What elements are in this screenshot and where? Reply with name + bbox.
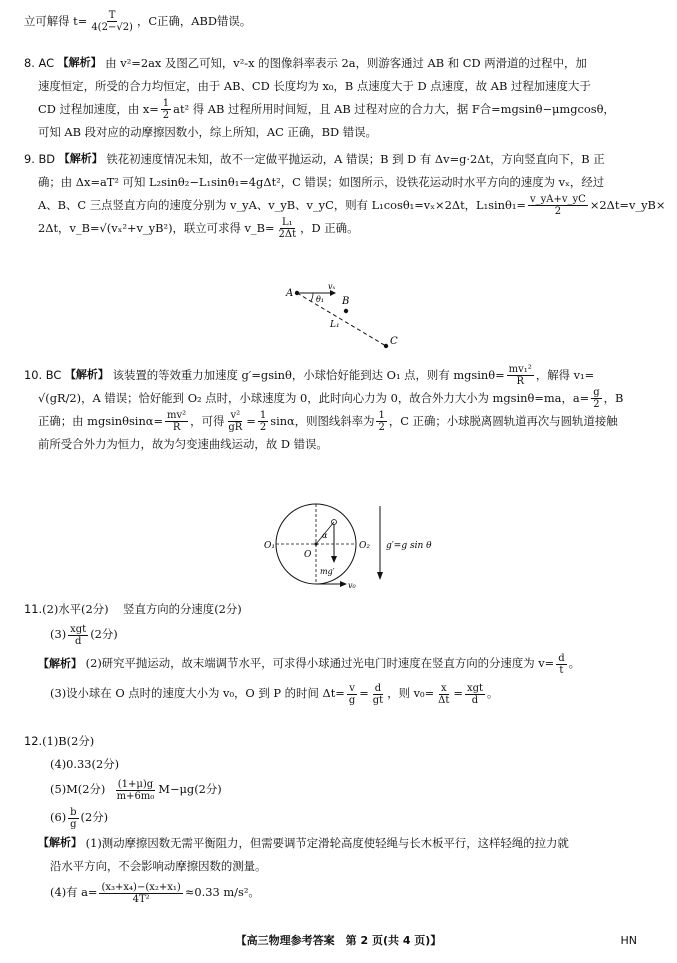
question-12-answer: 12. (1)B(2分) (4)0.33(2分) (5)M(2分) $\frac{(1+\mu)g}{\text{m+6m₀}}$ M−μg(2分) (6) $\frac{b}{g}$ (2分) 【解析】 (1)测动摩擦因数无需平衡阻力，但需要调节定滑轮高度使轻绳与长木板平行，这样轻绳的拉力就 沿水平方向，不会影响动摩擦因数的测量。 (4)有 a= $\frac{\text{(x₃+x₄)−(x₂+x₁)}}{\text{4T²}}$ ≈0.33 m/s²。 (24, 733, 569, 905)
fraction: $\frac{\text{(x₃+x₄)−(x₂+x₁)}}{\text{4T²}}$ (101, 881, 181, 905)
label-o: O (304, 550, 312, 560)
label-v0: v₀ (348, 581, 356, 590)
question-11-answer: 11. (2)水平(2分) 竖直方向的分速度(2分) (3) $\frac{\text{xgt}}{d}$ (2分) 【解析】 (2)研究平抛运动，故末端调节水平，可求得小球通过光电门时速度在竖直方向的分速度为 v= $\frac{d}{t}$ 。 (3)设小球在 O 点时的速度大小为 v₀，O 到 P 的时间 Δt= $\frac{v}{g}$ = $\frac{d}{gt}$ ，则 v₀= $\frac{x}{\Delta t}$ = $\frac{\text{xgt}}{d}$ 。 (24, 601, 581, 706)
question-number: 8. AC (24, 55, 55, 70)
fraction: $\frac{b}{g}$ (70, 806, 77, 830)
question-number: 11. (24, 601, 43, 616)
text: 立可解得 t= (24, 13, 88, 28)
fraction: $\frac{1}{2}$ (162, 98, 170, 121)
fraction: $\frac{\text{mv₁²}}{R}$ (508, 364, 532, 387)
top-continuation (24, 10, 654, 33)
footer-title: 【高三物理参考答案 第 2 页(共 4 页)】 (235, 934, 442, 947)
analysis-tag: 【解析】 (57, 56, 102, 70)
fraction: $\frac{\text{v²}}{gR}$ (228, 410, 243, 433)
fraction: $\frac{\text{L₁}}{2\Delta t}$ (278, 217, 297, 240)
point-c (384, 344, 388, 348)
question-number: 12. (24, 733, 43, 748)
label-mg: mg′ (320, 567, 335, 576)
fraction: $\frac{x}{\Delta t}$ (438, 682, 450, 706)
label-g-prime: g′=g sin θ (386, 541, 432, 551)
question-number: 10. BC (24, 367, 62, 382)
question-9-answer: 9. BD 【解析】 铁花初速度情况未知，故不一定做平抛运动，A 错误；B 到 D 有 Δv=g·2Δt，方向竖直向下，B 正 确；由 Δx=aT² 可知 L₂sinθ₂−L₁sinθ₁=4gΔt²，C 错误；如图所示，设铁花运动时水平方向的速度为 vₓ，经过 A、B、C 三点竖直方向的速度分别为 v_yA、v_yB、v_yC，则有 L₁cosθ₁=vₓ×2Δt，L₁sinθ₁= $\frac{v\_yA+v\_yC}{2}$ ×2Δt=v_yB× 2Δt，v_B=√(vₓ²+v_yB²)，联立可求得 v_B= $\frac{\text{L₁}}{2\Delta t}$ ，D 正确。 (24, 151, 666, 240)
fraction: $\frac{1}{2}$ (259, 410, 267, 433)
analysis-tag: 【解析】 (38, 656, 82, 670)
footer-region-code: HN (620, 934, 637, 947)
fraction: $\frac{g}{2}$ (593, 387, 600, 410)
text: ，C正确，ABD错误。 (136, 13, 252, 28)
arrow-head (331, 556, 337, 563)
label-theta1: θ₁ (316, 295, 325, 304)
analysis-tag: 【解析】 (64, 368, 109, 382)
label-o2: O₂ (359, 541, 370, 551)
fraction: $\frac{d}{gt}$ (372, 682, 384, 706)
point-a (295, 291, 299, 295)
label-a: A (286, 288, 294, 299)
label-c: C (390, 336, 398, 347)
fraction: $\frac{1}{2}$ (378, 410, 385, 433)
analysis-tag: 【解析】 (58, 152, 103, 166)
fraction: $\frac{v\_yA+v\_yC}{2}$ (529, 194, 586, 217)
fraction: $\frac{d}{t}$ (558, 652, 565, 676)
fraction: $\frac{\text{xgt}}{d}$ (466, 682, 483, 706)
center-point (314, 542, 317, 545)
analysis-tag: 【解析】 (38, 836, 82, 850)
angle-arc (311, 293, 313, 301)
question-10-answer: 10. BC 【解析】 该装置的等效重力加速度 g′=gsinθ，小球恰好能到达 O₁ 点，则有 mgsinθ= $\frac{\text{mv₁²}}{R}$ ，解得 v₁= √(gR/2)，A 错误；恰好能到 O₂ 点时，小球速度为 0，此时向心力为 0，故合外力大小为 mgsinθ=ma，a= $\frac{g}{2}$ ，B 正确；由 mgsinθsinα= $\frac{\text{mv²}}{R}$ ，可得 $\frac{\text{v²}}{gR}$ = $\frac{1}{2}$ sinα，则图线斜率为 $\frac{1}{2}$ ，C 正确；小球脱离圆轨道再次与圆轨道接触 前所受合外力为恒力，故为匀变速曲线运动，故 D 错误。 (24, 364, 624, 451)
label-vx: vₓ (328, 282, 336, 291)
page-footer (0, 934, 677, 954)
question-number: 9. BD (24, 151, 56, 166)
arrow-head (340, 581, 347, 587)
fraction: $\frac{T}{4(2-√2)}$ (91, 10, 133, 33)
fraction: $\frac{v}{g}$ (348, 682, 356, 706)
point-b (344, 309, 348, 313)
label-l1: L₁ (330, 320, 340, 330)
label-o1: O₁ (264, 541, 275, 551)
fraction: $\frac{\text{xgt}}{d}$ (70, 623, 87, 647)
fraction: $\frac{(1+\mu)g}{\text{m+6m₀}}$ (116, 778, 155, 802)
arrow-head (377, 572, 383, 580)
label-alpha: α (322, 531, 328, 540)
circular-track-diagram (262, 500, 452, 590)
label-b: B (342, 296, 350, 307)
question-8-answer: 8. AC 【解析】 由 v²=2ax 及图乙可知，v²-x 的图像斜率表示 2a，则游客通过 AB 和 CD 两滑道的过程中，加 速度恒定，所受的合力均恒定，由于 AB、CD 长度均为 x₀，B 点速度大于 D 点速度，故 AB 过程加速度大于 CD 过程加速度，由 x= $\frac{1}{2}$ at² 得 AB 过程所用时间短，且 AB 过程对应的合力大，据 F合=mgsinθ−μmgcosθ， 可知 AB 段对应的动摩擦因数小，综上所知，AC 正确，BD 错误。 (24, 55, 615, 139)
trajectory-diagram (280, 278, 410, 358)
fraction: $\frac{\text{mv²}}{R}$ (167, 410, 187, 433)
